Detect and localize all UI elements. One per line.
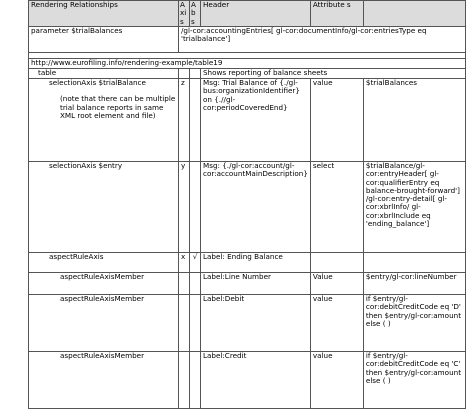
member-header: Label:Debit	[201, 295, 311, 352]
header-axis: A xi s	[179, 1, 190, 27]
header-expression	[363, 1, 465, 27]
member-header: Label:Credit	[201, 352, 311, 409]
axis-code: y	[179, 162, 190, 253]
axis-attribute: value	[310, 79, 363, 162]
url-row	[29, 59, 466, 69]
member-attribute: value	[310, 295, 363, 352]
axis-name: aspectRuleAxis	[49, 252, 104, 261]
axis-attribute: select	[310, 162, 363, 253]
abstract-mark	[190, 295, 201, 352]
table-url: http://www.eurofiling.info/rendering-example/table19	[29, 59, 466, 69]
axis-expression: $trialBalances	[363, 79, 465, 162]
table-label: table	[29, 69, 179, 79]
member-name: aspectRuleAxisMember	[60, 272, 145, 281]
abstract-checkmark: √	[190, 253, 201, 273]
header-row	[29, 1, 466, 27]
axis-expression	[363, 253, 465, 273]
member-name: aspectRuleAxisMember	[60, 294, 145, 303]
axis-attribute	[310, 253, 363, 273]
axis-header: Label: Ending Balance	[201, 253, 311, 273]
axis-note: (note that there can be multiple trial balance reports in same XML root element and file)	[60, 94, 176, 120]
axis-name: selectionAxis $trialBalance	[49, 78, 146, 87]
axis-code	[179, 273, 190, 295]
member-expression: $entry/gl-cor:lineNumber	[363, 273, 465, 295]
axis-code	[179, 295, 190, 352]
abstract-mark	[190, 162, 201, 253]
axis-row-trial-balance	[29, 79, 466, 162]
header-attributes: Attribute s	[310, 1, 363, 27]
parameter-row	[29, 27, 466, 53]
member-attribute: Value	[310, 273, 363, 295]
header-abstract: A b s	[190, 1, 201, 27]
axis-code: z	[179, 79, 190, 162]
member-header: Label:Line Number	[201, 273, 311, 295]
axis-code: x	[179, 253, 190, 273]
member-attribute: value	[310, 352, 363, 409]
member-row-line-number	[29, 273, 466, 295]
table-header-text: Shows reporting of balance sheets	[201, 69, 466, 79]
parameter-label: parameter $trialBalances	[29, 27, 179, 53]
axis-expression: $trialBalance/gl-cor:entryHeader[ gl-cor:qualifierEntry eq balance-brought-forward'] /gl-cor:entry-detail[ gl-cor:xbrlInfo/ gl-cor:xbrlInclude eq 'ending_balance']	[363, 162, 465, 253]
table-row	[29, 69, 466, 79]
rendering-document	[28, 0, 466, 409]
parameter-value: /gl-cor:accountingEntries[ gl-cor:documentInfo/gl-cor:entriesType eq 'trialbalance']	[179, 27, 466, 53]
axis-name: selectionAxis $entry	[49, 161, 123, 170]
axis-header: Msg: Trial Balance of {./gl-bus:organizationIdentifier} on {.//gl-cor:periodCoveredEnd}	[201, 79, 311, 162]
axis-header: Msg: {./gl-cor:account/gl-cor:accountMainDescription}	[201, 162, 311, 253]
member-expression: if $entry/gl-cor:debitCreditCode eq 'C' then $entry/gl-cor:amount else ( )	[363, 352, 465, 409]
axis-row-aspect-rule	[29, 253, 466, 273]
rendering-relationships-table	[28, 0, 466, 409]
member-expression: if $entry/gl-cor:debitCreditCode eq 'D' then $entry/gl-cor:amount else ( )	[363, 295, 465, 352]
abstract-mark	[190, 273, 201, 295]
member-name: aspectRuleAxisMember	[60, 351, 145, 360]
header-header: Header	[201, 1, 311, 27]
member-row-debit	[29, 295, 466, 352]
axis-row-entry	[29, 162, 466, 253]
abstract-mark	[190, 79, 201, 162]
header-rendering-relationships: Rendering Relationships	[29, 1, 179, 27]
